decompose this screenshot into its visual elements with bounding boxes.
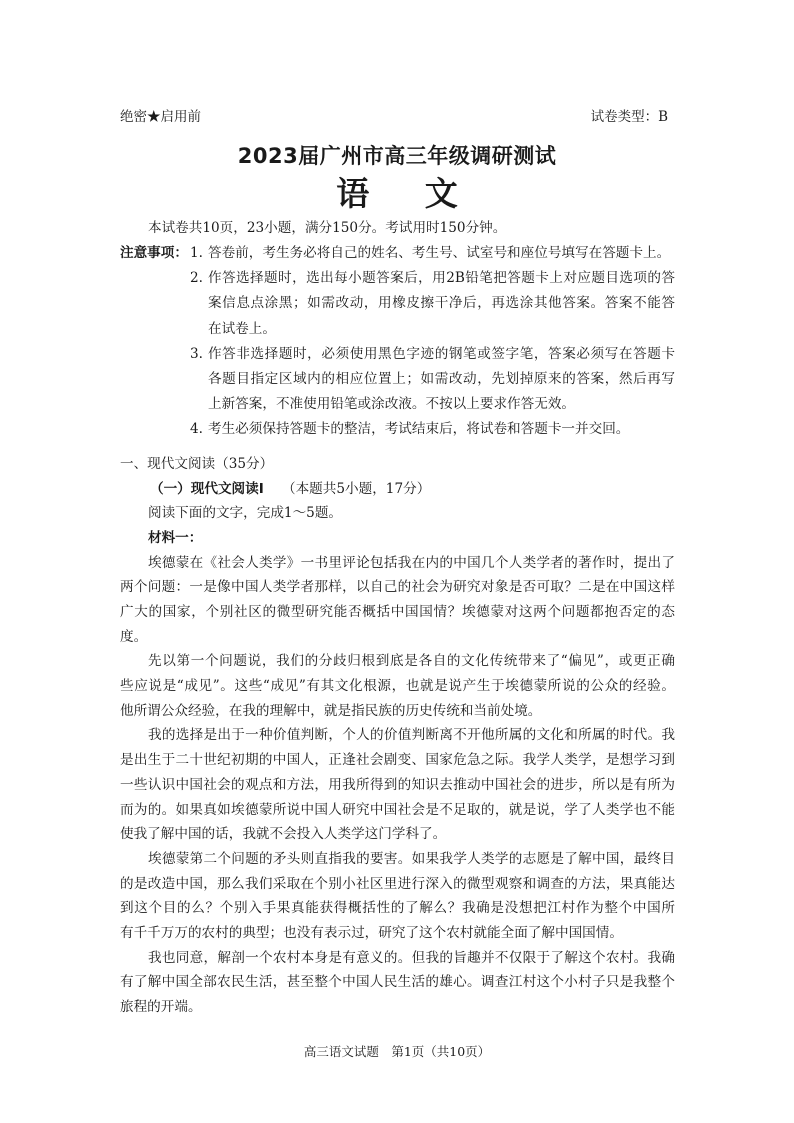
note-line: 考生必须保持答题卡的整洁，考试结束后，将试卷和答题卡一并交回。 [208, 421, 630, 438]
paragraph-line: 我的选择是出于一种价值判断，个人的价值判断离不开他所属的文化和所属的时代。我 [148, 727, 675, 744]
paragraph-line: 到这个目的么？个别入手果真能获得概括性的了解么？我确是没想把江村作为整个中国所 [120, 900, 675, 917]
note-number: 4. [190, 421, 203, 438]
paragraph-line: 两个问题：一是像中国人类学者那样，以自己的社会为研究对象是否可取？二是在中国这样 [120, 579, 675, 596]
section-heading: 一、现代文阅读（35分） [120, 456, 274, 472]
paragraph-line: 的是改造中国，那么我们采取在个别小社区里进行深入的微型观察和调查的方法，果真能达 [120, 875, 675, 892]
paragraph-line: 是出生于二十世纪初期的中国人，正逢社会剧变、国家危急之际。我学人类学，是想学习到 [120, 752, 675, 769]
confidential-label: 绝密★启用前 [120, 109, 201, 125]
paragraph-line: 先以第一个问题说，我们的分歧归根到底是各自的文化传统带来了“偏见”，或更正确 [148, 653, 675, 670]
paragraph-line: 有了解中国全部农民生活，甚至整个中国人民生活的雄心。调查江村这个小村子只是我整个 [120, 974, 675, 991]
note-line: 答卷前，考生务必将自己的姓名、考生号、试室号和座位号填写在答题卡上。 [208, 245, 671, 261]
note-line: 各题目指定区域内的相应位置上；如需改动，先划掉原来的答案，然后再写 [208, 371, 675, 387]
note-line: 案信息点涂黑；如需改动，用橡皮擦干净后，再选涂其他答案。答案不能答 [208, 295, 675, 312]
paragraph-line: 有千千万万的农村的典型；也没有表示过，研究了这个农村就能全面了解中国国情。 [120, 925, 623, 941]
exam-intro: 本试卷共10页，23小题，满分150分。考试用时150分钟。 [148, 220, 507, 236]
paragraph-line: 一些认识中国社会的观点和方法，用我所得到的知识去推动中国社会的进步，所以是有所为 [120, 776, 675, 793]
material-label: 材料一： [148, 529, 203, 546]
paragraph-line: 埃德蒙第二个问题的矛头则直指我的要害。如果我学人类学的志愿是了解中国，最终目 [148, 850, 675, 867]
reading-instruction: 阅读下面的文字，完成1～5题。 [148, 505, 343, 521]
note-line: 在试卷上。 [208, 320, 276, 337]
paragraph-line: 广大的国家，个别社区的微型研究能否概括中国国情？埃德蒙对这两个问题都抱否定的态 [120, 603, 675, 620]
subsection-note: （本题共5小题，17分） [282, 480, 431, 497]
note-number: 2. [190, 270, 203, 287]
note-number: 1. [190, 245, 203, 261]
exam-title: 2023届广州市高三年级调研测试 [237, 144, 557, 168]
paragraph-line: 他所谓公众经验，在我的理解中，就是指民族的历史传统和当前处境。 [120, 702, 542, 719]
subject-title: 语 文 [336, 174, 480, 213]
subsection-heading: （一）现代文阅读Ⅰ [150, 480, 264, 497]
paragraph-line: 埃德蒙在《社会人类学》一书里评论包括我在内的中国几个人类学者的著作时，提出了 [148, 554, 675, 571]
paragraph-line: 而为的。如果真如埃德蒙所说中国人研究中国社会是不足取的，就是说，学了人类学也不能 [120, 801, 675, 818]
page-footer: 高三语文试题 第1页（共10页） [303, 1044, 491, 1059]
note-number: 3. [190, 345, 203, 362]
paragraph-line: 些应说是“成见”。这些“成见”有其文化根源，也就是说产生于埃德蒙所说的公众的经验。 [120, 678, 675, 694]
note-line: 作答非选择题时，必须使用黑色字迹的钢笔或签字笔，答案必须写在答题卡 [208, 345, 675, 362]
paragraph-line: 我也同意，解剖一个农村本身是有意义的。但我的旨趣并不仅限于了解这个农村。我确 [148, 949, 675, 966]
notes-label: 注意事项： [120, 245, 188, 261]
paper-type-label: 试卷类型：B [590, 109, 668, 125]
paragraph-line: 度。 [120, 628, 148, 645]
note-line: 作答选择题时，选出每小题答案后，用2B铅笔把答题卡上对应题目选项的答 [208, 270, 675, 287]
paragraph-line: 使我了解中国的话，我就不会投入人类学这门学科了。 [120, 826, 447, 843]
paragraph-line: 旅程的开端。 [120, 999, 202, 1016]
note-line: 上新答案，不准使用铅笔或涂改液。不按以上要求作答无效。 [208, 396, 576, 413]
